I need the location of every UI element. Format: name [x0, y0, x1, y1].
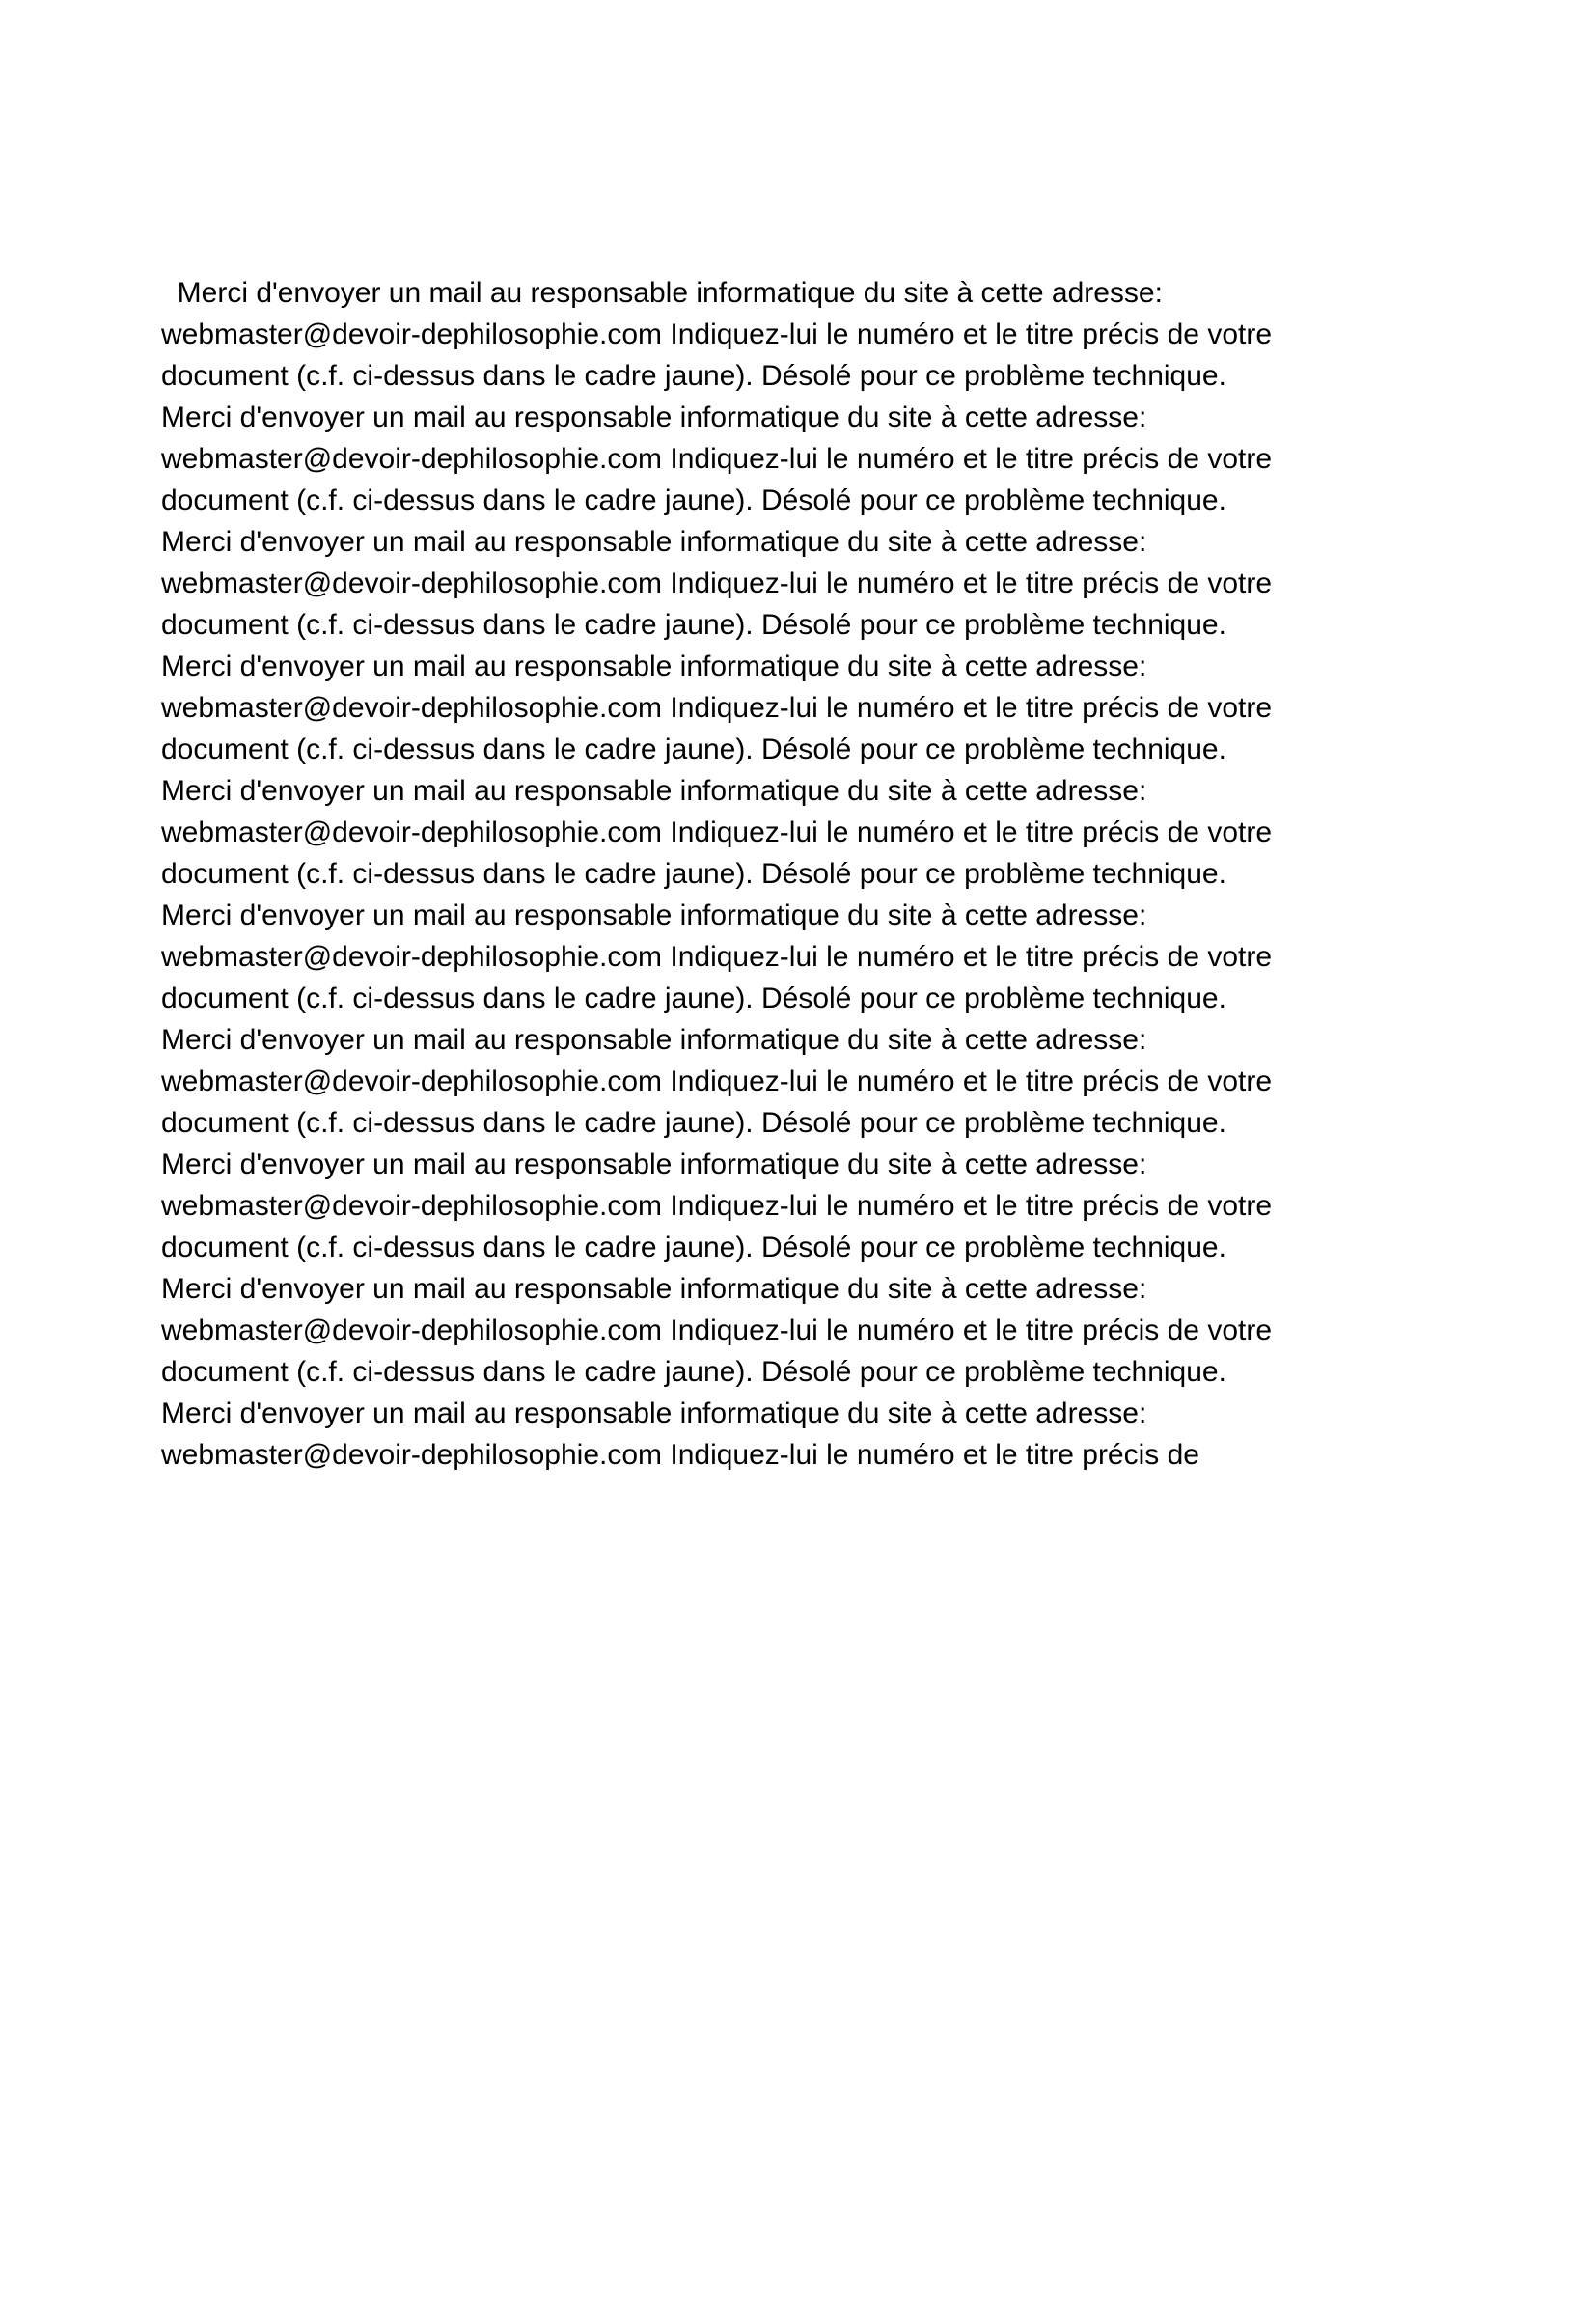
text-line: webmaster@devoir-dephilosophie.com Indiquez-lui le numéro et le titre précis de votre [161, 816, 1273, 848]
text-line: webmaster@devoir-dephilosophie.com Indiquez-lui le numéro et le titre précis de [161, 1439, 1199, 1471]
text-line: webmaster@devoir-dephilosophie.com Indiquez-lui le numéro et le titre précis de votre [161, 1190, 1273, 1222]
text-line: Merci d'envoyer un mail au responsable informatique du site à cette adresse: [161, 1273, 1147, 1305]
text-line: document (c.f. ci-dessus dans le cadre jaune). Désolé pour ce problème technique. [161, 484, 1226, 516]
text-line: webmaster@devoir-dephilosophie.com Indiquez-lui le numéro et le titre précis de votre [161, 1065, 1273, 1097]
text-line: document (c.f. ci-dessus dans le cadre jaune). Désolé pour ce problème technique. [161, 733, 1226, 765]
text-line: document (c.f. ci-dessus dans le cadre jaune). Désolé pour ce problème technique. [161, 858, 1226, 890]
text-line: Merci d'envoyer un mail au responsable informatique du site à cette adresse: [161, 1024, 1147, 1056]
text-line: Merci d'envoyer un mail au responsable informatique du site à cette adresse: [161, 899, 1147, 931]
text-line: webmaster@devoir-dephilosophie.com Indiquez-lui le numéro et le titre précis de votre [161, 443, 1273, 475]
text-line: Merci d'envoyer un mail au responsable informatique du site à cette adresse: [161, 650, 1147, 682]
text-line: Merci d'envoyer un mail au responsable informatique du site à cette adresse: [161, 1397, 1147, 1429]
text-line: Merci d'envoyer un mail au responsable informatique du site à cette adresse: [161, 1148, 1147, 1180]
text-line: webmaster@devoir-dephilosophie.com Indiquez-lui le numéro et le titre précis de votre [161, 1314, 1273, 1346]
text-line: webmaster@devoir-dephilosophie.com Indiquez-lui le numéro et le titre précis de votre [161, 318, 1273, 350]
text-line: document (c.f. ci-dessus dans le cadre jaune). Désolé pour ce problème technique. [161, 609, 1226, 641]
text-line: webmaster@devoir-dephilosophie.com Indiquez-lui le numéro et le titre précis de votre [161, 692, 1273, 724]
text-line: document (c.f. ci-dessus dans le cadre jaune). Désolé pour ce problème technique. [161, 360, 1226, 392]
text-line: document (c.f. ci-dessus dans le cadre jaune). Désolé pour ce problème technique. [161, 1107, 1226, 1139]
text-line: Merci d'envoyer un mail au responsable informatique du site à cette adresse: [161, 401, 1147, 433]
text-line: document (c.f. ci-dessus dans le cadre jaune). Désolé pour ce problème technique. [161, 1356, 1226, 1388]
text-line: Merci d'envoyer un mail au responsable informatique du site à cette adresse: [161, 526, 1147, 558]
text-line: document (c.f. ci-dessus dans le cadre jaune). Désolé pour ce problème technique. [161, 982, 1226, 1014]
text-line: webmaster@devoir-dephilosophie.com Indiquez-lui le numéro et le titre précis de votre [161, 941, 1273, 973]
text-line: Merci d'envoyer un mail au responsable informatique du site à cette adresse: [161, 277, 1163, 309]
text-line: webmaster@devoir-dephilosophie.com Indiquez-lui le numéro et le titre précis de votre [161, 567, 1273, 599]
text-line: Merci d'envoyer un mail au responsable informatique du site à cette adresse: [161, 775, 1147, 807]
body-text-block [161, 272, 1367, 1476]
text-line: document (c.f. ci-dessus dans le cadre jaune). Désolé pour ce problème technique. [161, 1231, 1226, 1263]
